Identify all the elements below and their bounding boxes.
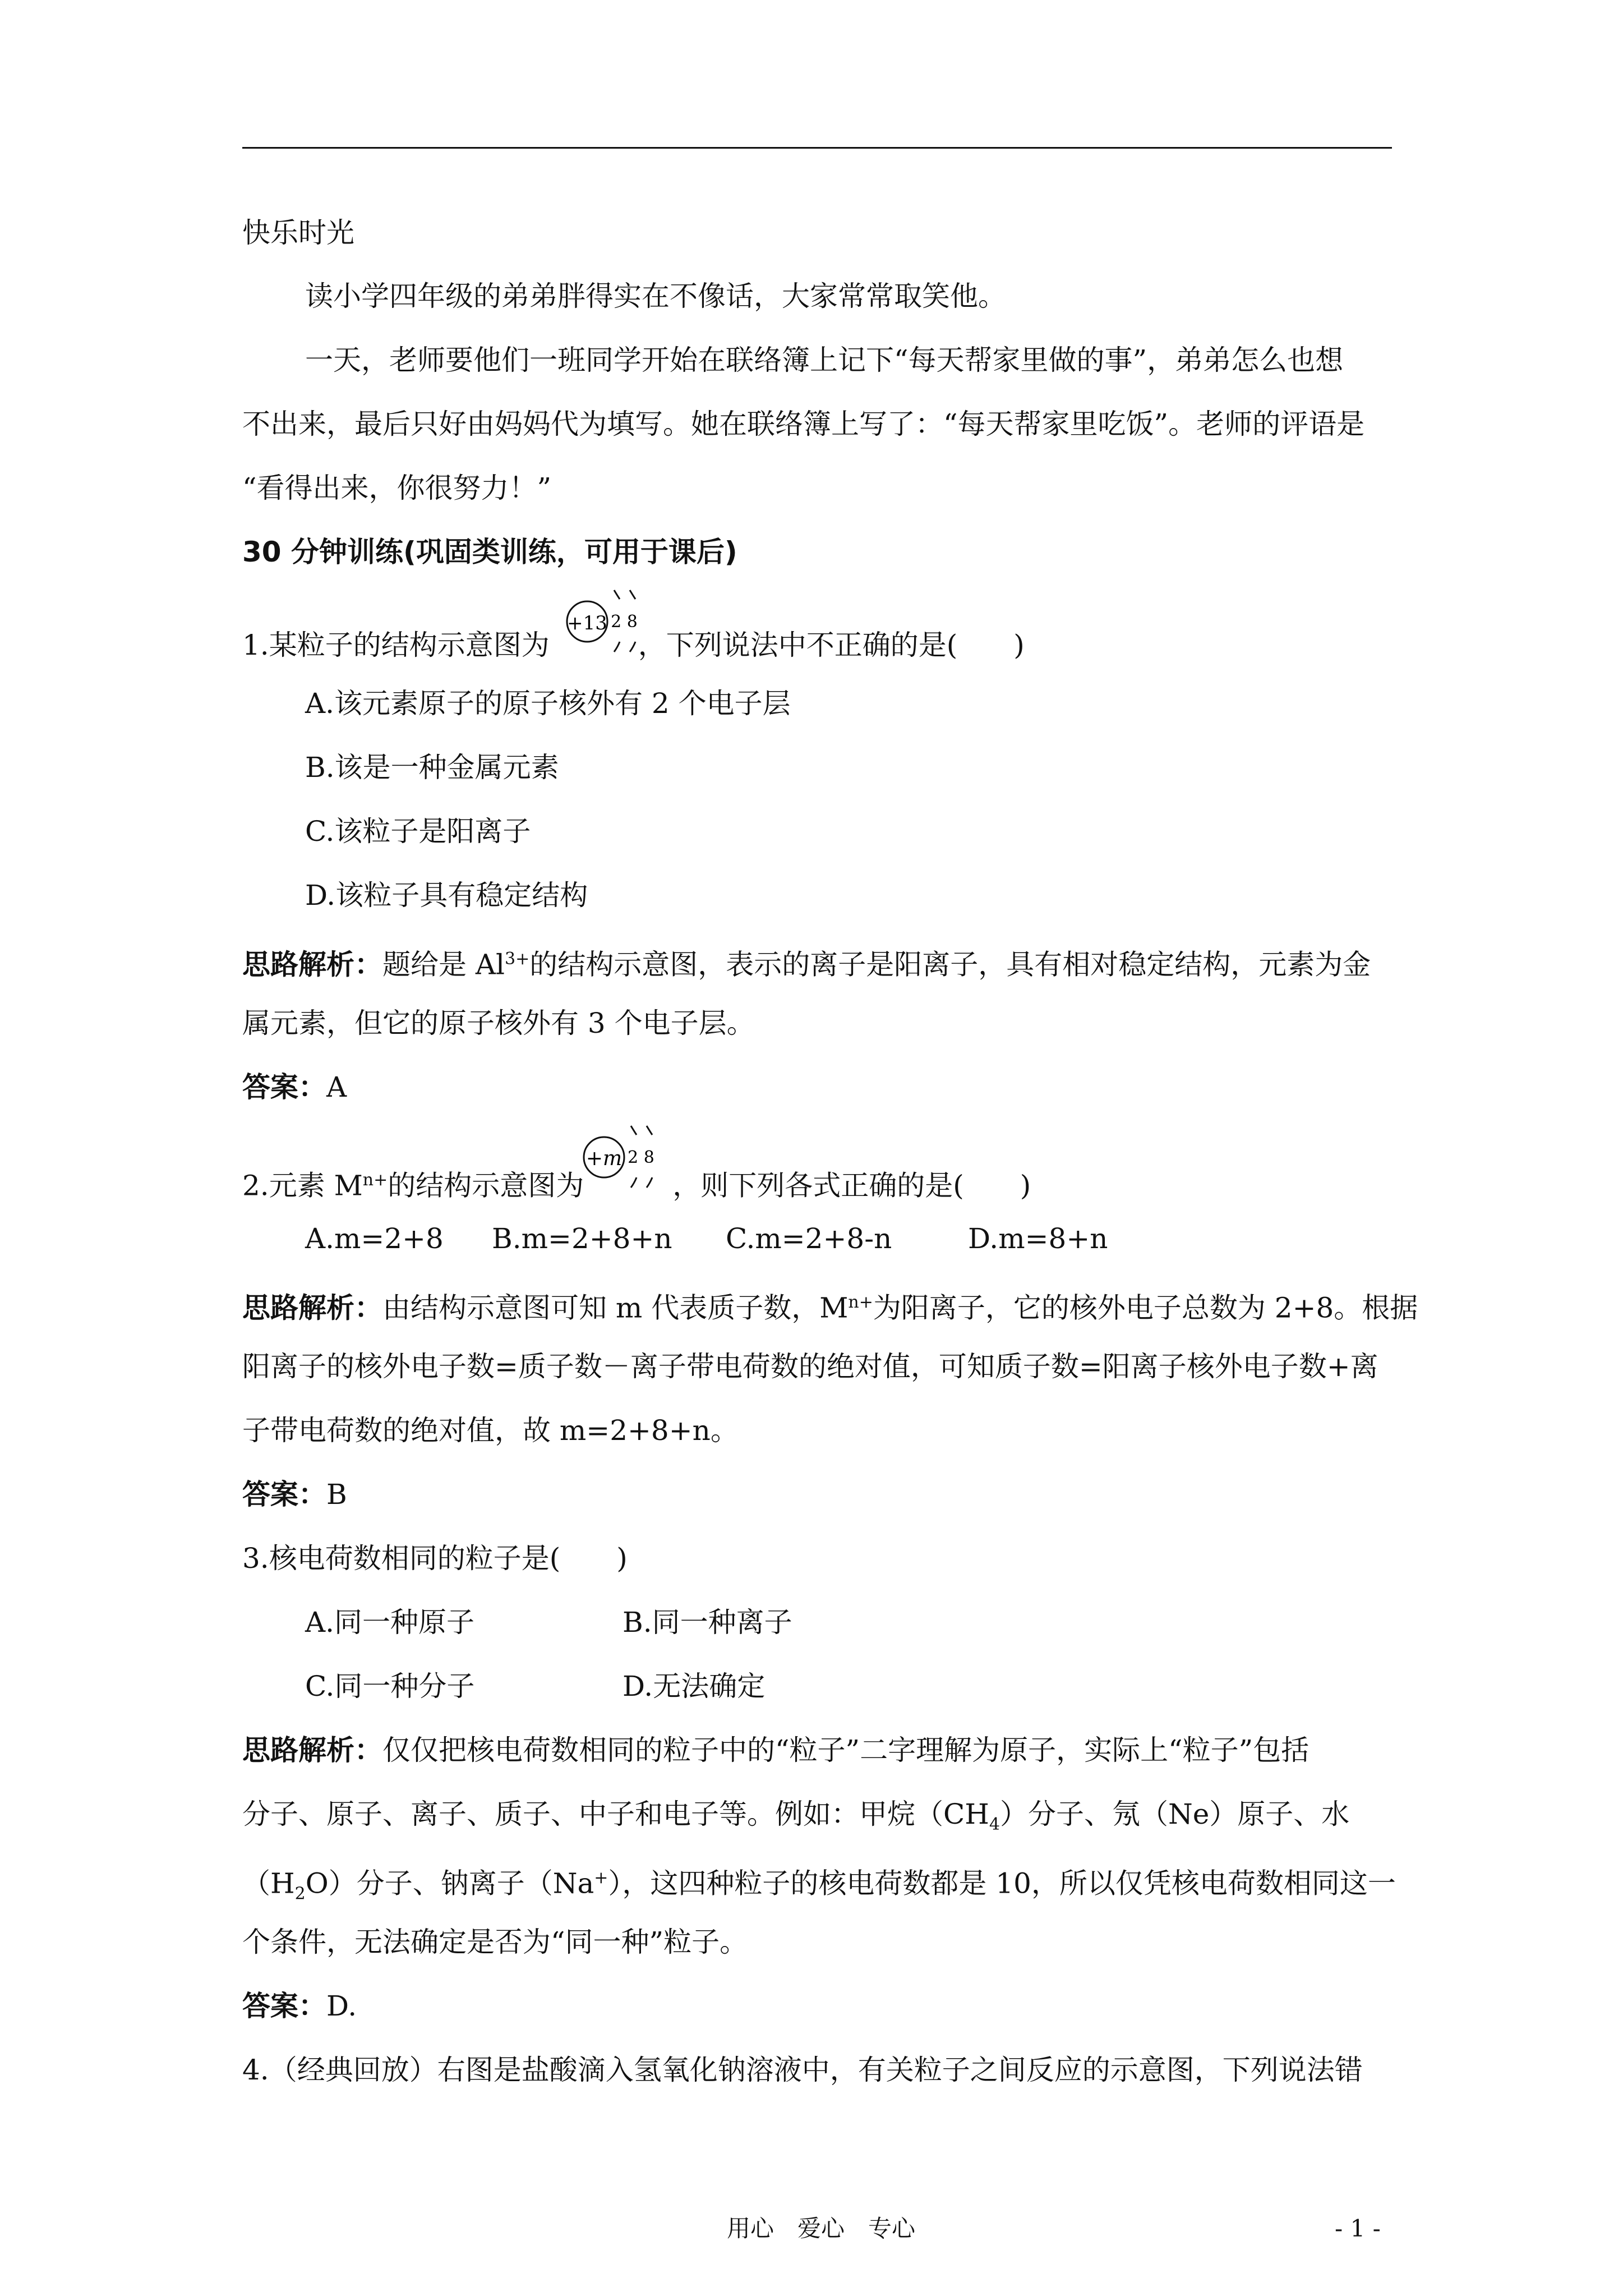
q2-structure-diagram <box>580 1119 670 1203</box>
q2-stem-after: ，则下列各式正确的是( ) <box>672 1169 1031 1202</box>
q2-analysis-line-1 <box>242 1285 1418 1326</box>
q3-analysis-text-3a: （H <box>242 1867 295 1900</box>
q3-answer-label: 答案： <box>242 1990 326 2022</box>
q2-analysis-line-2: 阳离子的核外电子数=质子数－离子带电荷数的绝对值，可知质子数=阳离子核外电子数+离 <box>242 1350 1378 1383</box>
q3-analysis-line-3 <box>242 1860 1396 1912</box>
q1-structure-diagram <box>564 583 653 668</box>
q1-analysis-line-1 <box>242 941 1371 983</box>
q2-shell-arcs-top <box>631 1126 652 1135</box>
intro-paragraph-2-line-3: “看得出来，你很努力！” <box>242 472 552 504</box>
section-title: 30 分钟训练(巩固类训练，可用于课后) <box>242 536 737 568</box>
q2-stem-before: 2.元素 M <box>242 1169 363 1202</box>
q3-analysis-sup-plus: + <box>594 1868 608 1888</box>
q1-shell-electrons: 2 8 <box>611 612 638 632</box>
q2-answer <box>242 1476 347 1512</box>
q1-stem-after: ，下列说法中不正确的是( ) <box>638 629 1025 661</box>
q1-shell-arcs-top <box>614 590 635 599</box>
q3-analysis-text-3b: O）分子、钠离子（Na <box>305 1867 594 1900</box>
q3-analysis-line-4: 个条件，无法确定是否为“同一种”粒子。 <box>242 1926 748 1958</box>
q3-analysis-line-2 <box>242 1796 1349 1843</box>
q3-option-b: B.同一种离子 <box>623 1606 792 1639</box>
q2-answer-label: 答案： <box>242 1478 326 1511</box>
q2-stem-mid: 的结构示意图为 <box>388 1169 584 1202</box>
q1-option-d: D.该粒子具有稳定结构 <box>305 879 588 912</box>
q1-nucleus-label: +13 <box>567 612 607 634</box>
q1-analysis-text-b: 的结构示意图，表示的离子是阳离子，具有相对稳定结构，元素为金 <box>529 948 1371 981</box>
q3-analysis-text-2a: 分子、原子、离子、质子、中子和电子等。例如：甲烷（CH <box>242 1798 989 1830</box>
intro-paragraph-2-line-1: 一天，老师要他们一班同学开始在联络簿上记下“每天帮家里做的事”，弟弟怎么也想 <box>305 344 1344 376</box>
q2-analysis-text-a: 由结构示意图可知 m 代表质子数，M <box>382 1291 849 1324</box>
q1-option-c: C.该粒子是阳离子 <box>305 815 531 848</box>
q3-option-c: C.同一种分子 <box>305 1670 475 1703</box>
footer-center-text: 用心 爱心 专心 <box>727 2215 916 2242</box>
q4-stem: 4.（经典回放）右图是盐酸滴入氢氧化钠溶液中，有关粒子之间反应的示意图，下列说法错 <box>242 2054 1363 2086</box>
q3-stem: 3.核电荷数相同的粒子是( ) <box>242 1542 628 1575</box>
q1-answer <box>242 1069 347 1105</box>
q3-answer-value: D. <box>326 1990 357 2022</box>
intro-paragraph-2-line-2: 不出来，最后只好由妈妈代为填写。她在联络簿上写了：“每天帮家里吃饭”。老师的评语是 <box>242 408 1365 440</box>
q3-analysis-sub-4: 4 <box>989 1815 1000 1834</box>
q1-analysis-text-a: 题给是 Al <box>382 948 505 981</box>
q1-stem-before: 1.某粒子的结构示意图为 <box>242 629 550 661</box>
q1-shell-arcs-bottom <box>614 642 635 652</box>
q2-option-d: D.m=8+n <box>968 1222 1108 1255</box>
q1-answer-value: A <box>326 1071 347 1103</box>
q2-shell-arcs-bottom <box>631 1177 652 1188</box>
q3-option-d: D.无法确定 <box>623 1670 766 1703</box>
q2-option-c: C.m=2+8-n <box>726 1222 892 1255</box>
q2-option-a: A.m=2+8 <box>305 1222 444 1255</box>
q2-analysis-charge: n+ <box>848 1292 873 1312</box>
q2-analysis-label: 思路解析： <box>242 1291 382 1324</box>
header-rule <box>242 147 1392 149</box>
q3-option-a: A.同一种原子 <box>305 1606 475 1639</box>
q2-analysis-line-3: 子带电荷数的绝对值，故 m=2+8+n。 <box>242 1414 739 1447</box>
q1-analysis-label: 思路解析： <box>242 948 382 981</box>
q2-stem-charge: n+ <box>362 1170 388 1190</box>
q1-option-b: B.该是一种金属元素 <box>305 751 559 784</box>
q1-option-a: A.该元素原子的原子核外有 2 个电子层 <box>305 687 791 720</box>
intro-title: 快乐时光 <box>242 217 354 249</box>
page-number: - 1 - <box>1335 2215 1381 2242</box>
q2-analysis-text-b: 为阳离子，它的核外电子总数为 2+8。根据 <box>873 1291 1418 1324</box>
q3-analysis-sub-2: 2 <box>294 1884 306 1904</box>
q3-analysis-text-2b: ）分子、氖（Ne）原子、水 <box>999 1798 1350 1830</box>
q1-answer-label: 答案： <box>242 1071 326 1103</box>
q3-answer <box>242 1988 357 2024</box>
q2-shell-electrons: 2 8 <box>628 1148 654 1167</box>
q3-analysis-label: 思路解析： <box>242 1734 382 1766</box>
q1-analysis-line-2: 属元素，但它的原子核外有 3 个电子层。 <box>242 1007 755 1039</box>
q3-analysis-line-1 <box>242 1732 1309 1768</box>
q2-answer-value: B <box>326 1478 347 1511</box>
intro-paragraph-1: 读小学四年级的弟弟胖得实在不像话，大家常常取笑他。 <box>305 280 1006 312</box>
q1-analysis-charge: 3+ <box>505 949 530 969</box>
q3-analysis-text-1: 仅仅把核电荷数相同的粒子中的“粒子”二字理解为原子，实际上“粒子”包括 <box>382 1734 1310 1766</box>
q2-option-b: B.m=2+8+n <box>492 1222 672 1255</box>
q3-analysis-text-3c: ），这四种粒子的核电荷数都是 10，所以仅凭核电荷数相同这一 <box>608 1867 1396 1900</box>
q2-nucleus-label: +m <box>585 1147 623 1170</box>
